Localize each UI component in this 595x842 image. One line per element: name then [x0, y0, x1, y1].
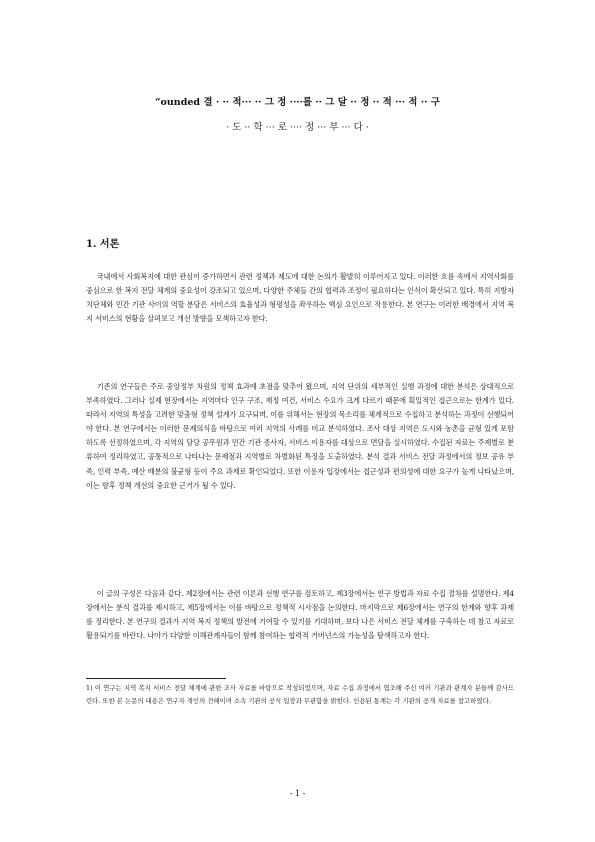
- body-paragraph: 이 글의 구성은 다음과 같다. 제2장에서는 관련 이론과 선행 연구를 검토하고, 제3장에서는 연구 방법과 자료 수집 절차를 설명한다. 제4장에서는 분석 결과를 제시하고, 제5장에서는 이를 바탕으로 정책적 시사점을 논의한다. 마지막으로 제6장에서는 연구의 한계와 향후 과제를 정리한다. 본 연구의 결과가 지역 복지 정책의 발전에 기여할 수 있기를 기대하며, 보다 나은 서비스 전달 체계를 구축하는 데 참고 자료로 활용되기를 바란다. 나아가 다양한 이해관계자들이 함께 참여하는 협력적 거버넌스의 가능성을 탐색하고자 한다.: [86, 589, 514, 641]
- footnote-divider: [86, 678, 226, 679]
- body-paragraph: 국내에서 사회복지에 대한 관심이 증가하면서 관련 정책과 제도에 대한 논의가 활발히 이루어지고 있다. 이러한 흐름 속에서 지역사회를 중심으로 한 복지 전달 체계의 중요성이 강조되고 있으며, 다양한 주체들 간의 협력과 조정이 필요하다는 인식이 확산되고 있다. 특히 지방자치단체와 민간 기관 사이의 역할 분담은 서비스의 효율성과 형평성을 좌우하는 핵심 요인으로 작용한다. 본 연구는 이러한 배경에서 지역 복지 서비스의 현황을 살펴보고 개선 방향을 모색하고자 한다.: [86, 272, 514, 324]
- footnote: 1) 이 연구는 지역 복지 서비스 전달 체계에 관한 조사 자료를 바탕으로 작성되었으며, 자료 수집 과정에서 협조해 주신 여러 기관과 관계자 분들께 감사드린다. 또한 본 논문의 내용은 연구자 개인의 견해이며 소속 기관의 공식 입장과 무관함을 밝힌다. 인용된 통계는 각 기관의 공개 자료를 참고하였다.: [86, 684, 514, 706]
- document-title: “ounded 결 · ·· 적··· ·· 그 정 ····를 ·· 그 달 ·· 정 ·· 적 ··· 적 ·· 구: [155, 97, 440, 108]
- page-number: - 1 -: [289, 789, 306, 798]
- body-paragraph: 기존의 연구들은 주로 중앙정부 차원의 정책 효과에 초점을 맞추어 왔으며, 지역 단위의 세부적인 실행 과정에 대한 분석은 상대적으로 부족하였다. 그러나 실제 현장에서는 지역마다 인구 구조, 재정 여건, 서비스 수요가 크게 다르기 때문에 획일적인 접근으로는 한계가 있다. 따라서 지역의 특성을 고려한 맞춤형 정책 설계가 요구되며, 이를 위해서는 현장의 목소리를 체계적으로 수집하고 분석하는 과정이 선행되어야 한다. 본 연구에서는 이러한 문제의식을 바탕으로 여러 지역의 사례를 비교 분석하였다. 조사 대상 지역은 도시와 농촌을 균형 있게 포함하도록 선정하였으며, 각 지역의 담당 공무원과 민간 기관 종사자, 서비스 이용자를 대상으로 면담을 실시하였다. 수집된 자료는 주제별로 분류하여 정리하였고, 공통적으로 나타나는 문제점과 지역별로 차별화된 특징을 도출하였다. 분석 결과 서비스 전달 과정에서의 정보 공유 부족, 인력 부족, 예산 배분의 불균형 등이 주요 과제로 확인되었다. 또한 이용자 입장에서는 접근성과 편의성에 대한 요구가 높게 나타났으며, 이는 향후 정책 개선의 중요한 근거가 될 수 있다.: [86, 382, 514, 490]
- section-heading: 1. 서론: [86, 239, 120, 250]
- document-subtitle: · 도 ·· 학 ··· 로 ···· 정 ··· 부 ··· 다 ·: [226, 122, 369, 133]
